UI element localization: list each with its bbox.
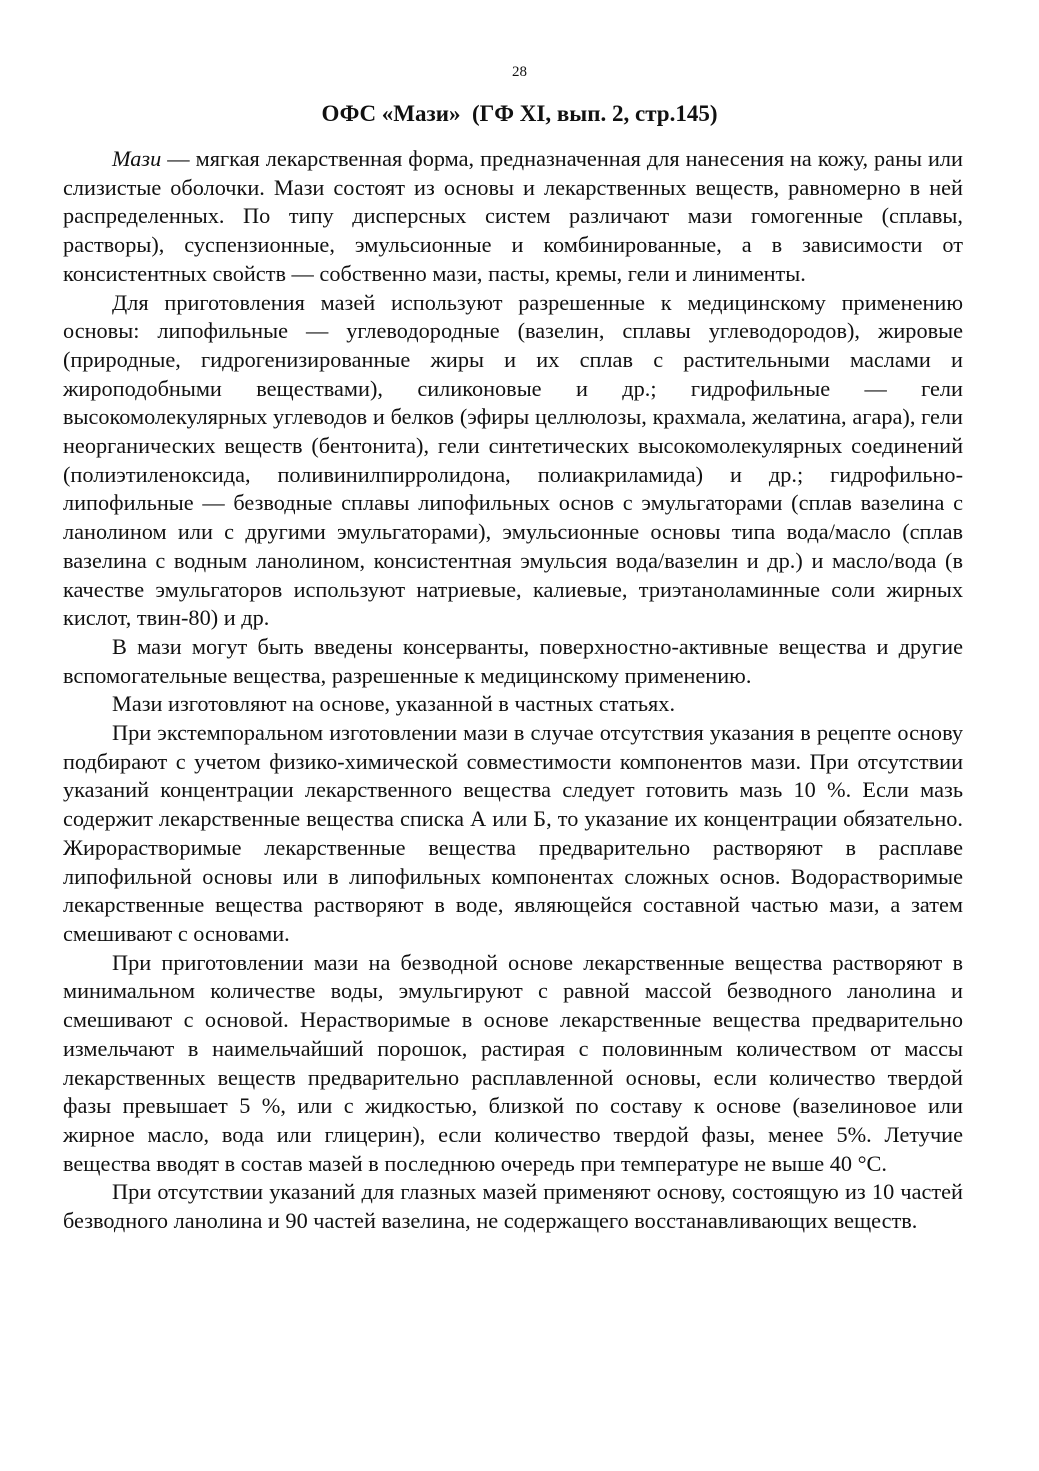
paragraph-bases: Для приготовления мазей используют разрешенные к медицинскому применению основы: липофильные — углеводородные (вазелин, сплавы углеводородов), жировые (природные, гидрогенизированные жиры и их сплав с растительными маслами и жироподобными веществами), силиконовые и др.; гидрофильные — гели высокомолекулярных углеводов и белков (эфиры целлюлозы, крахмала, желатина, агара), гели неорганических веществ (бентонита), гели синтетических высокомолекулярных соединений (полиэтиленоксида, поливинилпирролидона, полиакриламида) и др.; гидрофильно-липофильные — безводные сплавы липофильных основ с эмульгаторами (сплав вазелина с ланолином или с другими эмульгаторами), эмульсионные основы типа вода/масло (сплав вазелина с водным ланолином, консистентная эмульсия вода/вазелин и др.) и масло/вода (в качестве эмульгаторов используют натриевые, калиевые, триэтаноламинные соли жирных кислот, твин-80) и др. [63, 289, 963, 631]
document-body [63, 145, 963, 1236]
page-title: ОФС «Мази» (ГФ XI, вып. 2, стр.145) [321, 101, 718, 126]
page-number: 28 [512, 64, 527, 80]
paragraph-definition [63, 145, 963, 289]
paragraph-extemporaneous: При экстемпоральном изготовлении мази в случае отсутствия указания в рецепте основу подбирают с учетом физико-химической совместимости компонентов мази. При отсутствии указаний концентрации лекарственного вещества следует готовить мазь 10 %. Если мазь содержит лекарственные вещества списка А или Б, то указание их концентрации обязательно. Жирорастворимые лекарственные вещества предварительно растворяют в расплаве липофильной основы или в липофильных компонентах сложных основ. Водорастворимые лекарственные вещества растворяют в воде, являющейся составной частью мази, а затем смешивают с основами. [63, 720, 963, 946]
paragraph-excipients: В мази могут быть введены консерванты, поверхностно-активные вещества и другие вспомогательные вещества, разрешенные к медицинскому применению. [63, 633, 963, 688]
paragraph-eye-ointments: При отсутствии указаний для глазных мазей применяют основу, состоящую из 10 частей безводного ланолина и 90 частей вазелина, не содержащего восстанавливающих веществ. [63, 1179, 963, 1234]
paragraph-anhydrous-base: При приготовлении мази на безводной основе лекарственные вещества растворяют в минимальном количестве воды, эмульгируют с равной массой безводного ланолина и смешивают с основой. Нерастворимые в основе лекарственные вещества предварительно измельчают в наимельчайший порошок, растирая с половинным количеством от массы лекарственных веществ предварительно расплавленной основы, если количество твердой фазы превышает 5 %, или с жидкостью, близкой по составу к основе (вазелиновое или жирное масло, вода или глицерин), если количество твердой фазы, менее 5%. Летучие вещества вводят в состав мазей в последнюю очередь при температуре не выше 40 °С. [63, 949, 963, 1176]
paragraph-text: — мягкая лекарственная форма, предназначенная для нанесения на кожу, раны или слизистые оболочки. Мази состоят из основы и лекарственных веществ, равномерно в ней распределенных. По типу дисперсных систем различают мази гомогенные (сплавы, растворы), суспензионные, эмульсионные и комбинированные, а в зависимости от консистентных свойств — собственно мази, пасты, кремы, гели и линименты. [63, 146, 963, 286]
paragraph-base-reference: Мази изготовляют на основе, указанной в частных статьях. [112, 691, 676, 717]
defined-term: Мази [112, 146, 162, 171]
